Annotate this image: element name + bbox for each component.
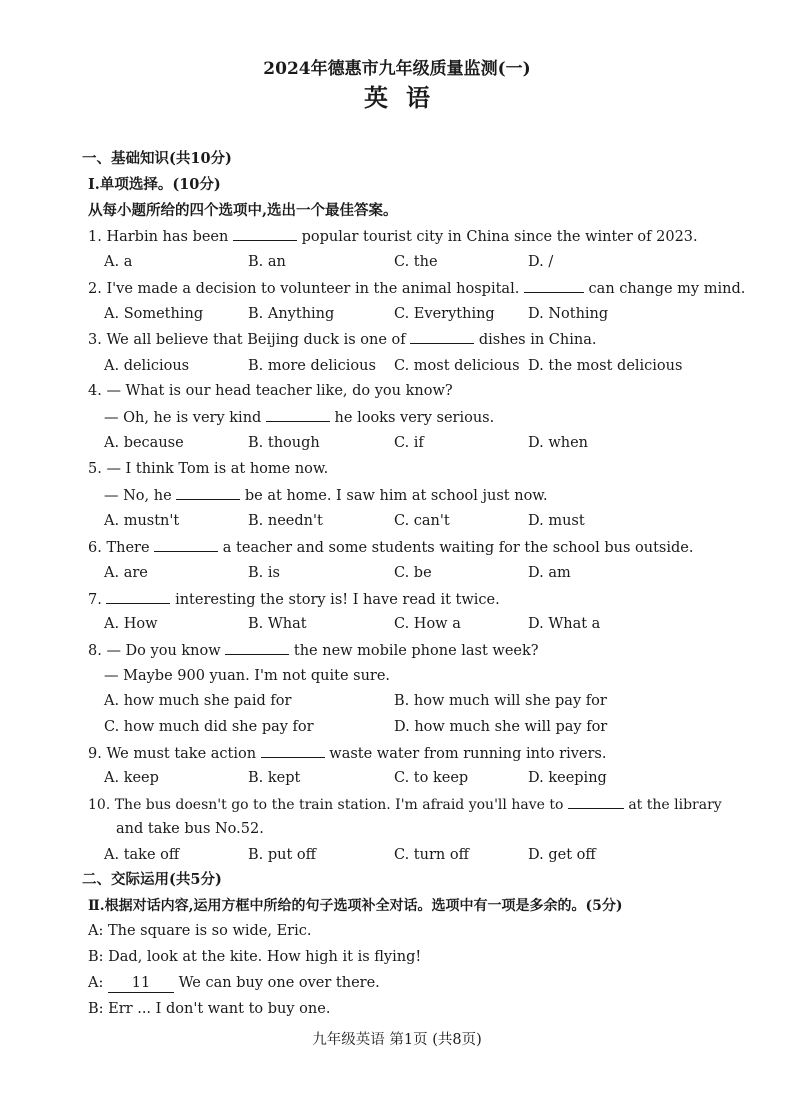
question-7: 7. interesting the story is! I have read it twice. <box>88 592 500 608</box>
option: A. a <box>104 254 133 270</box>
answer-blank <box>225 641 289 655</box>
answer-blank <box>106 590 170 604</box>
option: C. turn off <box>394 847 469 863</box>
question-4: 4. — What is our head teacher like, do you know? <box>88 383 453 399</box>
option: C. if <box>394 435 424 451</box>
subject-title: 英语 <box>364 83 448 112</box>
question-10-line2: and take bus No.52. <box>116 821 264 837</box>
option: C. Everything <box>394 306 495 322</box>
question-1: 1. Harbin has been popular tourist city in China since the winter of 2023. <box>88 229 698 245</box>
section2-heading: 二、交际运用(共5分) <box>82 871 222 888</box>
answer-blank <box>176 486 240 500</box>
option: B. an <box>248 254 286 270</box>
option: A. take off <box>104 847 180 863</box>
answer-blank <box>410 330 474 344</box>
option: D. how much she will pay for <box>394 719 608 735</box>
answer-blank <box>266 408 330 422</box>
answer-blank <box>524 279 584 293</box>
answer-blank <box>233 227 297 241</box>
section1-heading: 一、基础知识(共10分) <box>82 150 232 167</box>
option: B. needn't <box>248 513 323 529</box>
dialogue-line: B: Err ... I don't want to buy one. <box>88 1001 331 1017</box>
option: D. / <box>528 254 554 270</box>
option: C. How a <box>394 616 461 632</box>
answer-blank <box>154 538 218 552</box>
dialogue-line: B: Dad, look at the kite. How high it is flying! <box>88 949 422 965</box>
exam-title: 2024年德惠市九年级质量监测(一) <box>263 59 531 79</box>
option: C. to keep <box>394 770 469 786</box>
option: A. How <box>104 616 158 632</box>
option: B. how much will she pay for <box>394 693 607 709</box>
option: A. how much she paid for <box>104 693 292 709</box>
option: D. get off <box>528 847 596 863</box>
dialogue-line: A: The square is so wide, Eric. <box>88 923 312 939</box>
option: D. am <box>528 565 571 581</box>
option: D. must <box>528 513 585 529</box>
answer-blank <box>568 795 624 809</box>
answer-blank-11: 11 <box>108 974 174 993</box>
question-8: 8. — Do you know the new mobile phone last week? <box>88 643 539 659</box>
option: A. mustn't <box>104 513 180 529</box>
dialogue-line-11: A: 11 We can buy one over there. <box>88 975 380 991</box>
option: B. kept <box>248 770 301 786</box>
option: A. because <box>104 435 184 451</box>
section1-instruction: 从每小题所给的四个选项中,选出一个最佳答案。 <box>88 202 398 219</box>
question-10: 10. The bus doesn't go to the train station. I'm afraid you'll have to at the library <box>88 797 722 813</box>
option: C. be <box>394 565 432 581</box>
option: D. the most delicious <box>528 358 683 374</box>
answer-blank <box>261 744 325 758</box>
question-2: 2. I've made a decision to volunteer in the animal hospital. can change my mind. <box>88 281 746 297</box>
question-4-line2: — Oh, he is very kind he looks very serious. <box>104 410 495 426</box>
option: C. can't <box>394 513 450 529</box>
option: B. is <box>248 565 280 581</box>
option: B. put off <box>248 847 316 863</box>
question-5-line2: — No, he be at home. I saw him at school just now. <box>104 488 548 504</box>
section1-part: Ⅰ.单项选择。(10分) <box>88 176 221 193</box>
option: D. Nothing <box>528 306 609 322</box>
question-5: 5. — I think Tom is at home now. <box>88 461 329 477</box>
option: A. Something <box>104 306 204 322</box>
question-9: 9. We must take action waste water from running into rivers. <box>88 746 607 762</box>
option: C. the <box>394 254 438 270</box>
question-6: 6. There a teacher and some students waiting for the school bus outside. <box>88 540 694 556</box>
option: D. What a <box>528 616 601 632</box>
option: B. What <box>248 616 307 632</box>
section2-part: Ⅱ.根据对话内容,运用方框中所给的句子选项补全对话。选项中有一项是多余的。(5分) <box>88 898 623 914</box>
option: B. though <box>248 435 320 451</box>
question-8-line2: — Maybe 900 yuan. I'm not quite sure. <box>104 668 391 684</box>
option: A. are <box>104 565 148 581</box>
question-3: 3. We all believe that Beijing duck is one of dishes in China. <box>88 332 597 348</box>
option: B. more delicious <box>248 358 376 374</box>
option: D. keeping <box>528 770 607 786</box>
option: A. delicious <box>104 358 190 374</box>
option: B. Anything <box>248 306 335 322</box>
option: A. keep <box>104 770 159 786</box>
option: C. most delicious <box>394 358 520 374</box>
page-footer: 九年级英语 第1页 (共8页) <box>312 1032 482 1048</box>
option: C. how much did she pay for <box>104 719 314 735</box>
option: D. when <box>528 435 588 451</box>
